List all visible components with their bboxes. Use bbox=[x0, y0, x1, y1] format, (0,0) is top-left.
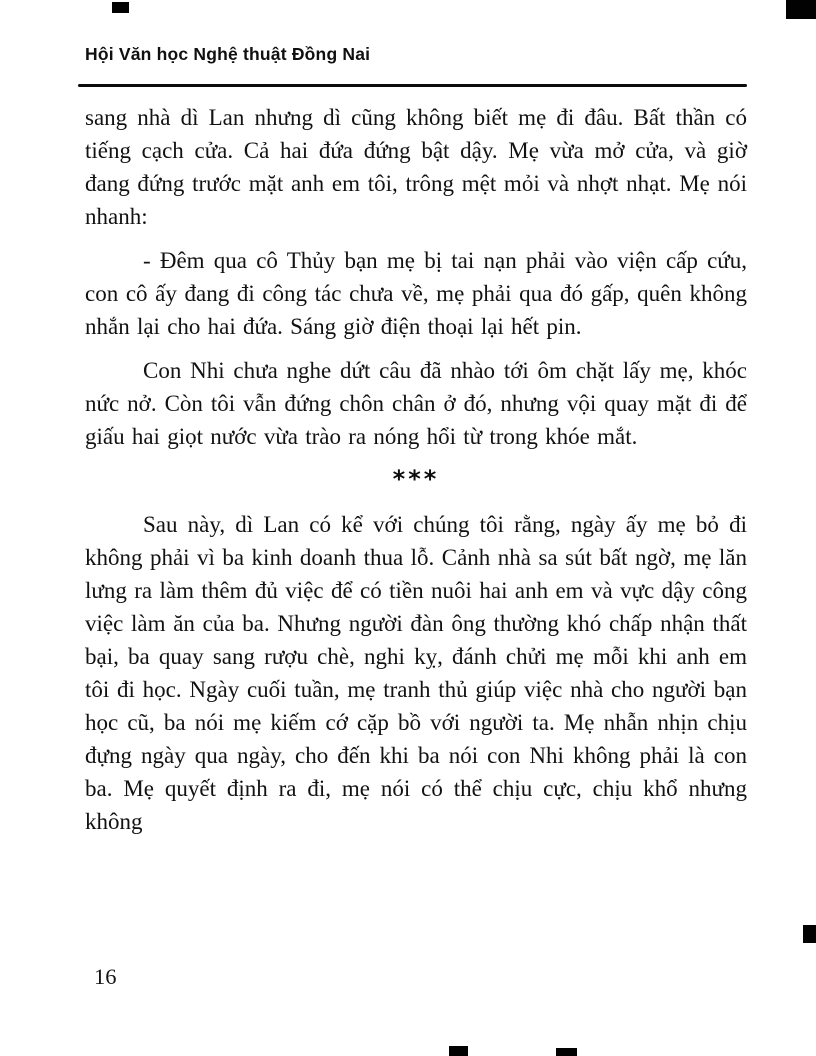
header-rule bbox=[78, 84, 747, 87]
page-header-title: Hội Văn học Nghệ thuật Đồng Nai bbox=[85, 44, 371, 64]
paragraph-3: Con Nhi chưa nghe dứt câu đã nhào tới ôm chặt lấy mẹ, khóc nức nở. Còn tôi vẫn đứng chôn chân ở đó, nhưng vội quay mặt đi để giấu hai giọt nước vừa trào ra nóng hổi từ trong khóe mắt. bbox=[85, 358, 747, 449]
asterisk-separator: *** bbox=[392, 465, 440, 493]
scan-artifact-bottom-2 bbox=[556, 1048, 577, 1056]
scan-artifact-right-edge bbox=[803, 925, 816, 943]
body-text bbox=[85, 101, 747, 849]
scan-artifact-top-right bbox=[786, 0, 816, 19]
paragraph-1: sang nhà dì Lan nhưng dì cũng không biết mẹ đi đâu. Bất thần có tiếng cạch cửa. Cả hai đứa đứng bật dậy. Mẹ vừa mở cửa, và giờ đang đứng trước mặt anh em tôi, trông mệt mỏi và nhợt nhạt. Mẹ nói nhanh: bbox=[85, 105, 747, 229]
page-number: 16 bbox=[94, 964, 117, 989]
paragraph-4: Sau này, dì Lan có kể với chúng tôi rằng, ngày ấy mẹ bỏ đi không phải vì ba kinh doanh thua lỗ. Cảnh nhà sa sút bất ngờ, mẹ lăn lưng ra làm thêm đủ việc để có tiền nuôi hai anh em và vực dậy công việc làm ăn của ba. Nhưng người đàn ông thường khó chấp nhận thất bại, ba quay sang rượu chè, nghi kỵ, đánh chửi mẹ mỗi khi anh em tôi đi học. Ngày cuối tuần, mẹ tranh thủ giúp việc nhà cho người bạn học cũ, ba nói mẹ kiếm cớ cặp bồ với người ta. Mẹ nhẫn nhịn chịu đựng ngày qua ngày, cho đến khi ba nói con Nhi không phải là con ba. Mẹ quyết định ra đi, mẹ nói có thể chịu cực, chịu khổ nhưng không bbox=[85, 512, 747, 834]
scan-artifact-bottom-1 bbox=[449, 1046, 468, 1056]
scan-artifact-top-left bbox=[112, 2, 129, 13]
paragraph-2: - Đêm qua cô Thủy bạn mẹ bị tai nạn phải vào viện cấp cứu, con cô ấy đang đi công tác chưa về, mẹ phải qua đó gấp, quên không nhắn lại cho hai đứa. Sáng giờ điện thoại lại hết pin. bbox=[85, 248, 747, 339]
